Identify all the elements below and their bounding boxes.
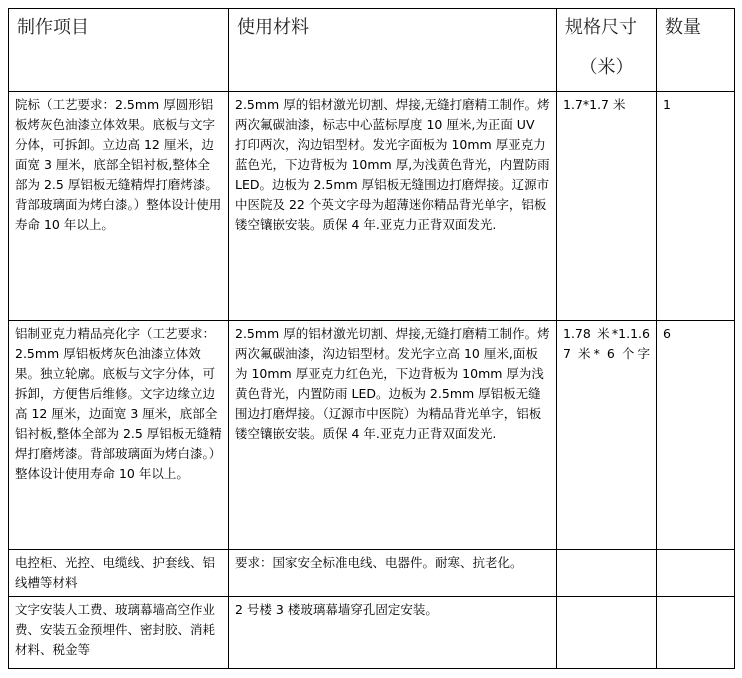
header-row — [9, 9, 735, 92]
cell-qty: 6 — [657, 321, 735, 550]
cell-item: 电控柜、光控、电缆线、护套线、铝线槽等材料 — [9, 550, 229, 597]
cell-size — [557, 550, 657, 597]
cell-item: 院标（工艺要求：2.5mm 厚圆形铝板烤灰色油漆立体效果。底板与文字分体，可拆卸。立边高 12 厘米，边面宽 3 厘米，底部全铝衬板,整体全部为 2.5 厚铝板无缝精焊打磨烤漆。背部玻璃面为烤白漆。）整体设计使用寿命 10 年以上。 — [9, 92, 229, 321]
table-row — [9, 92, 735, 321]
header-size — [557, 9, 657, 92]
cell-qty — [657, 550, 735, 597]
cell-qty: 1 — [657, 92, 735, 321]
header-material: 使用材料 — [229, 9, 557, 92]
header-size-label: 规格尺寸 — [565, 17, 637, 38]
cell-item: 文字安装人工费、玻璃幕墙高空作业费、安装五金预埋件、密封胶、消耗材料、税金等 — [9, 597, 229, 669]
header-size-unit: （米） — [579, 57, 634, 78]
table-row — [9, 597, 735, 669]
cell-qty — [657, 597, 735, 669]
cell-size: 1.78 米*1.1.67 米* 6 个字 — [557, 321, 657, 550]
cell-item: 铝制亚克力精品亮化字（工艺要求：2.5mm 厚铝板烤灰色油漆立体效果。独立轮廓。底板与文字分体，可拆卸，方便售后维修。文字边缘立边高 12 厘米，边面宽 3 厘米，底部全铝衬板,整体全部为 2.5 厚铝板无缝精焊打磨烤漆。背部玻璃面为烤白漆。）整体设计使用寿命 10 年以上。 — [9, 321, 229, 550]
spec-table — [8, 8, 735, 669]
cell-material: 要求：国家安全标准电线、电器件。耐寒、抗老化。 — [229, 550, 557, 597]
cell-material: 2.5mm 厚的铝材激光切割、焊接,无缝打磨精工制作。烤两次氟碳油漆，沟边铝型材。发光字立高 10 厘米,面板为 10mm 厚亚克力红色光，下边背板为 10mm 厚为浅黄色背光，内置防雨 LED。边板为 2.5mm 厚铝板无缝围边打磨焊接。（辽源市中医院）为精品背光单字，铝板镂空镶嵌安装。质保 4 年.亚克力正背双面发光. — [229, 321, 557, 550]
cell-material: 2 号楼 3 楼玻璃幕墙穿孔固定安装。 — [229, 597, 557, 669]
table-row — [9, 321, 735, 550]
header-qty: 数量 — [657, 9, 735, 92]
cell-size — [557, 597, 657, 669]
table-row — [9, 550, 735, 597]
cell-size: 1.7*1.7 米 — [557, 92, 657, 321]
cell-material: 2.5mm 厚的铝材激光切割、焊接,无缝打磨精工制作。烤两次氟碳油漆，标志中心蓝标厚度 10 厘米,为正面 UV 打印两次，沟边铝型材。发光字面板为 10mm 厚亚克力蓝色光，下边背板为 10mm 厚,为浅黄色背光，内置防雨 LED。边板为 2.5mm 厚铝板无缝围边打磨焊接。辽源市中医院及 22 个英文字母为超薄迷你精品背光单字，铝板镂空镶嵌安装。质保 4 年.亚克力正背双面发光. — [229, 92, 557, 321]
header-item: 制作项目 — [9, 9, 229, 92]
